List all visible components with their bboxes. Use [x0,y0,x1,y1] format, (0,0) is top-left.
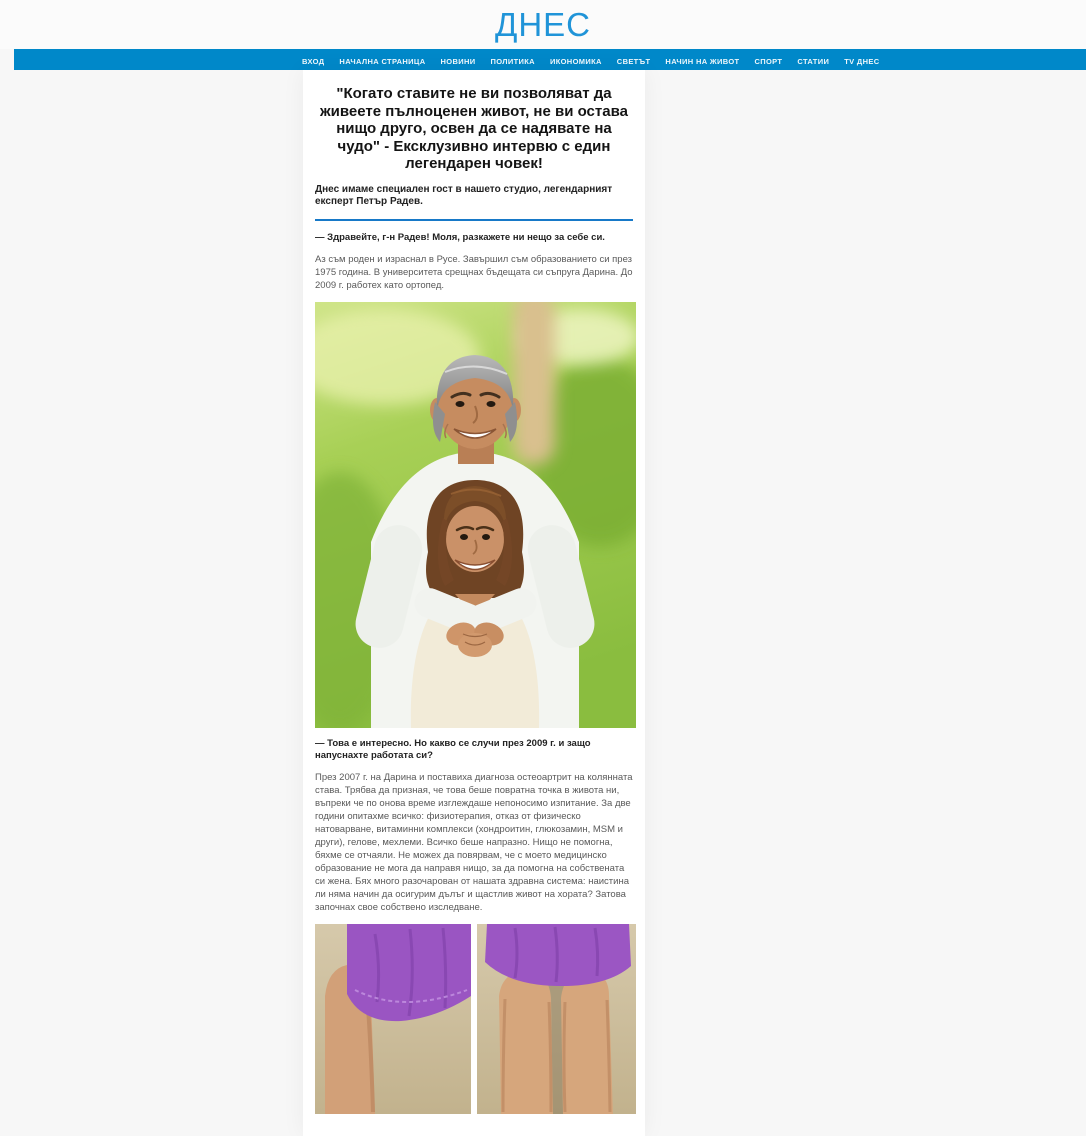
elderly-couple-image [315,302,636,728]
nav-item-tv[interactable]: TV ДНЕС [844,56,880,66]
photo-knees-comparison [315,924,633,1114]
interview-answer-1: Аз съм роден и израснал в Русе. Завършил съм образованието си през 1975 година. В университета срещнах бъдещата си съпруга Дарина. До 2009 г. работех като ортопед. [315,253,633,291]
article-column [303,70,645,1136]
nav-item-economy[interactable]: ИКОНОМИКА [549,56,602,66]
nav-list [302,51,880,69]
interview-question-2: — Това е интересно. Но какво се случи през 2009 г. и защо напуснахте работата си? [315,737,591,761]
nav-item-articles[interactable]: СТАТИИ [797,56,830,66]
interview-question-1: — Здравейте, г-н Радев! Моля, разкажете ни нещо за себе си. [315,231,605,243]
woman-figure [410,480,541,728]
interview-answer-2: През 2007 г. на Дарина и поставиха диагноза остеоартрит на колянната става. Трябва да призная, че това беше повратна точка в живота ни, въпреки че по онова време изглеждаше непоносимо изпитание. За две години опитахме всичко: физиотерапия, отказ от физическо натоварване, витаминни комплекси (хондроитин, глюкозамин, MSM и други), гелове, мехлеми. Всичко беше напразно. Нищо не помогна, бяхме се отчаяли. Не можех да повярвам, че с моето медицинско образование не мога да направя нищо, за да помогна на собствената си жена. Бях много разочарован от нашата здравна система: наистина ли няма начин да осигурим дълъг и щастлив живот на хората? Затова започнах свое собствено изследване. [315,771,633,913]
nav-item-politics[interactable]: ПОЛИТИКА [490,56,535,66]
blue-divider [315,219,633,221]
main-nav [14,49,1086,70]
nav-item-news[interactable]: НОВИНИ [440,56,476,66]
nav-item-sport[interactable]: СПОРТ [754,56,783,66]
article-headline: "Когато ставите не ви позволяват да живеете пълноценен живот, не ви остава нищо друго, освен да се надявате на чудо" - Ексклузивно интервю с един легендарен човек! [320,85,628,173]
photo-elderly-couple [315,302,633,728]
nav-item-home[interactable]: НАЧАЛНА СТРАНИЦА [339,56,426,66]
article-lead: Днес имаме специален гост в нашето студио, легендарният експерт Петър Радев. [315,183,613,208]
nav-item-lifestyle[interactable]: НАЧИН НА ЖИВОТ [665,56,740,66]
knees-before-after-image [315,924,636,1114]
site-header [0,0,1086,49]
nav-item-login[interactable]: ВХОД [302,56,325,66]
nav-item-world[interactable]: СВЕТЪТ [616,56,651,66]
knees-photo-left [315,924,471,1114]
site-logo: ДНЕС [494,6,592,43]
knees-photo-right [477,924,636,1114]
